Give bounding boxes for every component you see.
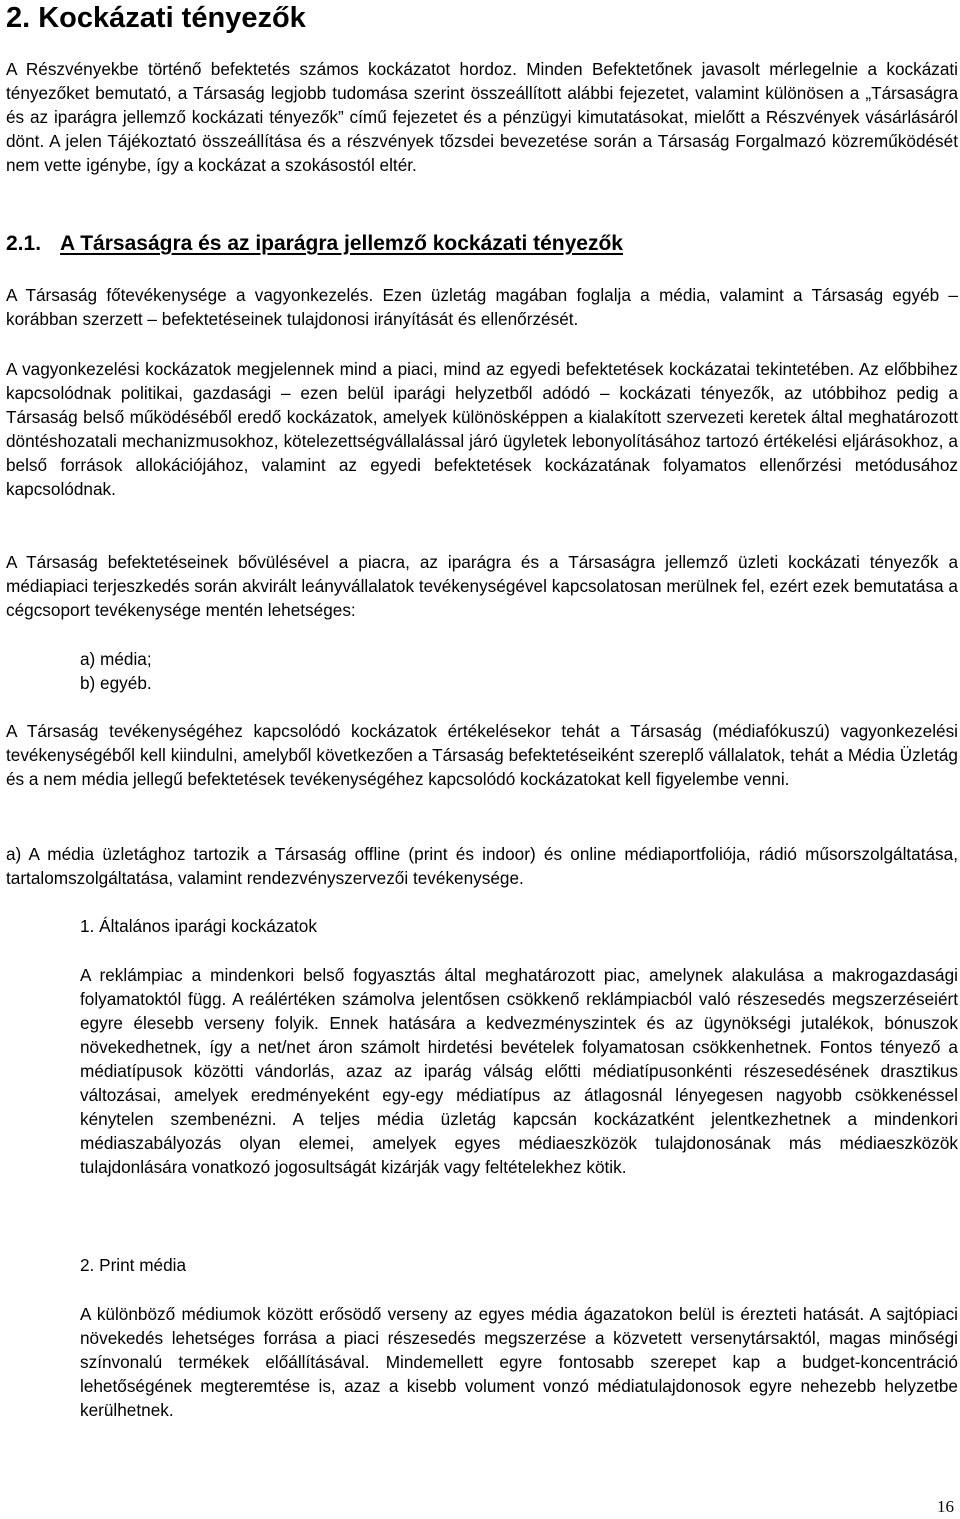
- segment-list: [80, 647, 152, 695]
- section-paragraph-4: A Társaság tevékenységéhez kapcsolódó kockázatok értékelésekor tehát a Társaság (médiafókuszú) vagyonkezelési tevékenységéből kell kiindulni, amelyből következően a Társaság befektetéseiként szereplő vállalatok, tehát a Média Üzletág és a nem média jellegű befektetések tevékenységéhez kapcsolódó kockázatokat kell figyelembe venni.: [6, 721, 958, 789]
- section-paragraph-5: a) A média üzletághoz tartozik a Társaság offline (print és indoor) és online médiaportfoliója, rádió műsorszolgáltatása, tartalomszolgáltatása, valamint rendezvényszervezői tevékenysége.: [6, 844, 958, 888]
- subsection-heading-general-risks: 1. Általános iparági kockázatok: [80, 916, 317, 936]
- section-paragraph-1: A Társaság főtevékenysége a vagyonkezelés. Ezen üzletág magában foglalja a média, valamint a Társaság egyéb – korábban szerzett – befektetéseinek tulajdonosi irányítását és ellenőrzését.: [6, 285, 958, 329]
- page-number: 16: [937, 1497, 954, 1516]
- subsection-heading-print-media: 2. Print média: [80, 1255, 187, 1275]
- section-title: A Társaságra és az iparágra jellemző kockázati tényezők: [60, 232, 623, 255]
- section-heading: [6, 230, 623, 258]
- section-number: 2.1.: [6, 232, 42, 255]
- list-item: a) média;: [80, 649, 152, 669]
- intro-paragraph: A Részvényekbe történő befektetés számos kockázatot hordoz. Minden Befektetőnek javasolt mérlegelnie a kockázati tényezőket bemutató, a Társaság legjobb tudomása szerint összeállított alábbi fejezetet, valamint különösen a „Társaságra és az iparágra jellemző kockázati tényezők” című fejezetet és a pénzügyi kimutatásokat, mielőtt a Részvények vásárlásáról dönt. A jelen Tájékoztató összeállítása és a részvények tőzsdei bevezetése során a Társaság Forgalmazó közreműködését nem vette igénybe, így a kockázat a szokásostól eltér.: [6, 59, 958, 175]
- subsection-paragraph-print-media: A különböző médiumok között erősödő verseny az egyes média ágazatokon belül is érezteti hatását. A sajtópiaci növekedés lehetséges forrása a piaci részesedés megszerzése a közvetett versenytársaktól, magas minőségi színvonalú termékek előállításával. Mindemellett egyre fontosabb szerepet kap a budget-koncentráció lehetőségének megteremtése is, azaz a kisebb volument vonzó médiatulajdonosok egyre nehezebb helyzetbe kerülhetnek.: [80, 1304, 958, 1420]
- subsection-paragraph-general-risks: A reklámpiac a mindenkori belső fogyasztás által meghatározott piac, amelynek alakulása a makrogazdasági folyamatoktól függ. A reálértéken számolva jelentősen csökkenő reklámpiacból való részesedés megszerzéseiért egyre élesebb verseny folyik. Ennek hatására a kedvezményszintek és az ügynökségi jutalékok, bónuszok növekedhetnek, így a net/net áron számolt hirdetési bevételek folyamatosan csökkenhetnek. Fontos tényező a médiatípusok közötti vándorlás, azaz az iparág válság előtti médiatípusonkénti részesedésének drasztikus változásai, amelyek eredményeként egy-egy médiatípus az átlagosnál lényegesen nagyobb csökkenéssel kénytelen szembenézni. A teljes média üzletág kapcsán kockázatként jelentkezhetnek a mindenkori médiaszabályozás olyan elemei, amelyek egyes médiaeszközök tulajdonosának más médiaeszközök tulajdonlására vonatkozó jogosultságát kizárják vagy feltételekhez kötik.: [80, 965, 958, 1177]
- section-paragraph-3: A Társaság befektetéseinek bővülésével a piacra, az iparágra és a Társaságra jellemző üzleti kockázati tényezők a médiapiaci terjeszkedés során akvirált leányvállalatok tevékenységével kapcsolatosan merülnek fel, ezért ezek bemutatása a cégcsoport tevékenysége mentén lehetséges:: [6, 552, 958, 620]
- chapter-title: 2. Kockázati tényezők: [6, 2, 306, 34]
- section-paragraph-2: A vagyonkezelési kockázatok megjelennek mind a piaci, mind az egyedi befektetések kockázatai tekintetében. Az előbbihez kapcsolódnak politikai, gazdasági – ezen belül iparági helyzetből adódó – kockázati tényezők, az utóbbihoz pedig a Társaság belső működéséből eredő kockázatok, amelyek különösképpen a kialakított szervezeti keretek által meghatározott döntéshozatali mechanizmusokhoz, kötelezettségvállalással járó ügyletek lebonyolításához tartozó értékelési eljárásokhoz, a belső források allokációjához, valamint az egyedi befektetések kockázatának folyamatos ellenőrzési metódusához kapcsolódnak.: [6, 359, 958, 499]
- list-item: b) egyéb.: [80, 673, 152, 693]
